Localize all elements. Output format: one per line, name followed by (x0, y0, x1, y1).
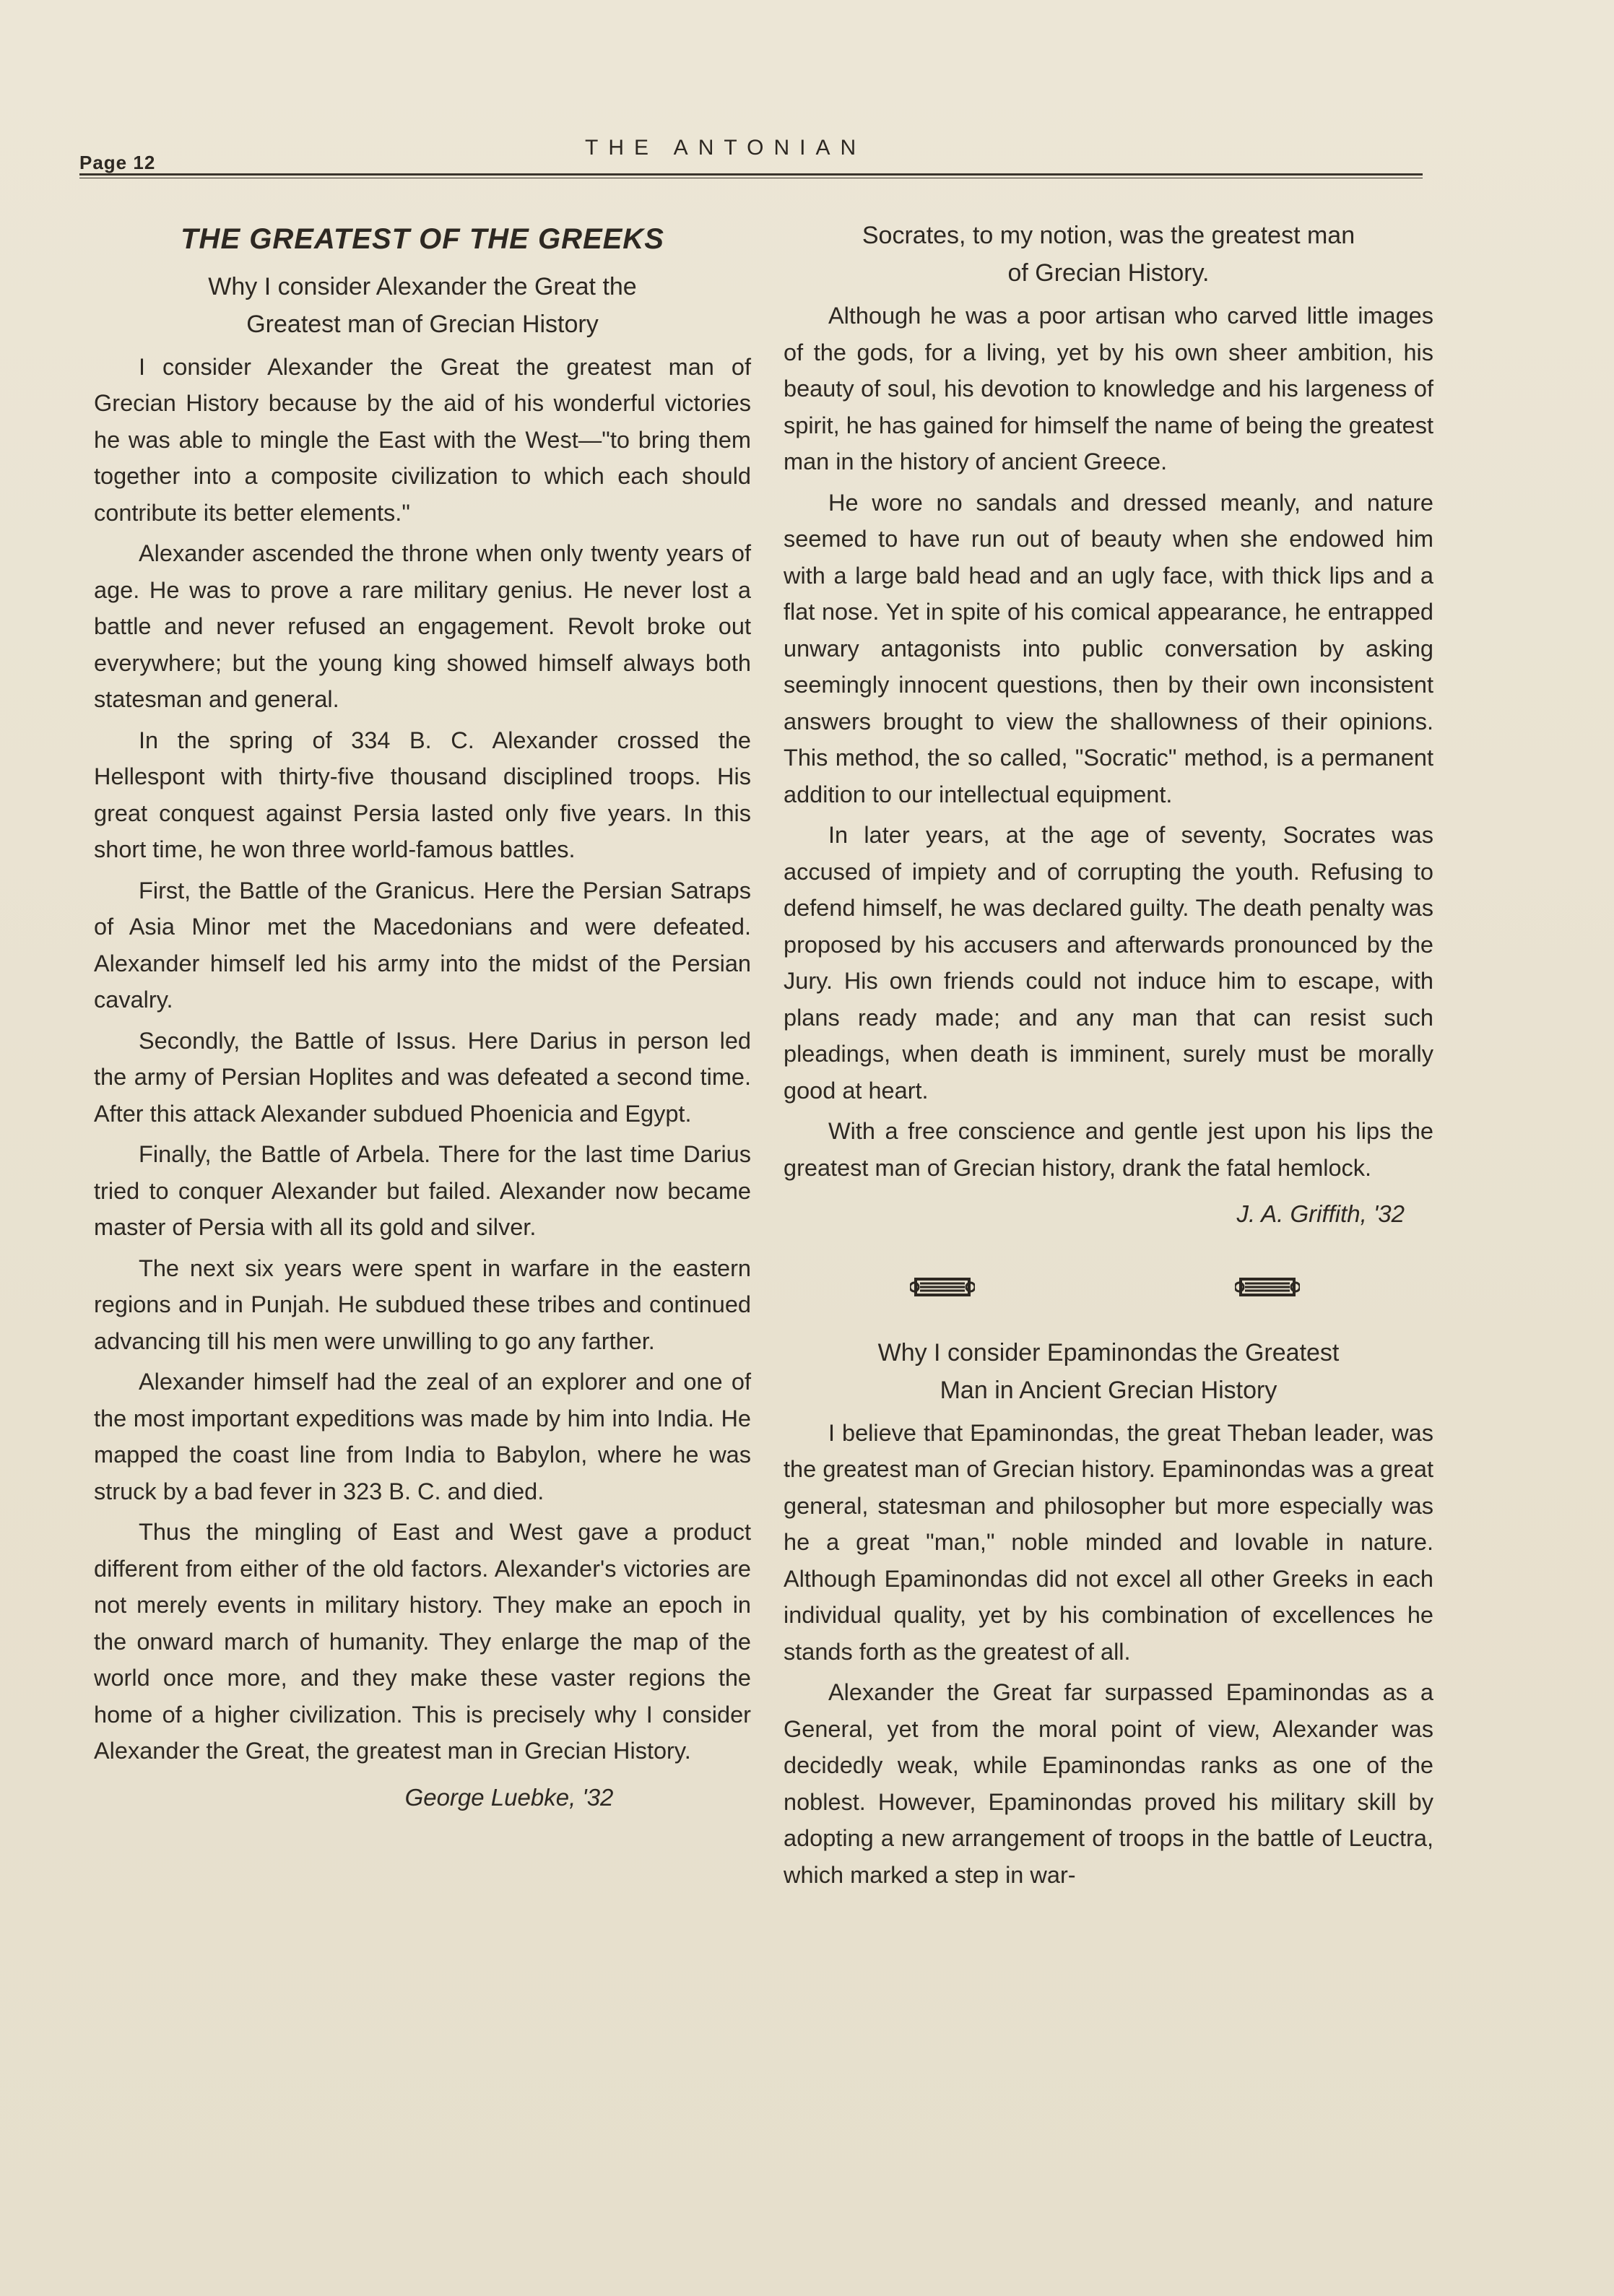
scroll-ornament-icon (1235, 1269, 1300, 1305)
essay-subhead (94, 268, 751, 343)
subhead-line: Greatest man of Grecian History (246, 310, 599, 338)
paragraph: First, the Battle of the Granicus. Here the Persian Satraps of Asia Minor met the Macedonians and were defeated. Alexander himself led his army into the midst of the Persian cavalry. (94, 877, 751, 1013)
paragraph: In later years, at the age of seventy, Socrates was accused of impiety and of corrupting the youth. Refusing to defend himself, he was declared guilty. The death penalty was proposed by his accusers and afterwards pronounced by the Jury. His own friends could not induce him to escape, with plans ready made; and any man that can resist such pleadings, when death is imminent, surely must be morally good at heart. (784, 822, 1433, 1104)
page-number: Page 12 (79, 152, 156, 173)
right-column (784, 217, 1433, 1897)
paragraph: Finally, the Battle of Arbela. There for the last time Darius tried to conquer Alexander but failed. Alexander now became master of Persia with all its gold and silver. (94, 1141, 751, 1240)
author-signature: George Luebke, '32 (404, 1783, 614, 1811)
masthead: THE ANTONIAN (585, 136, 867, 160)
paragraph: Secondly, the Battle of Issus. Here Darius in person led the army of Persian Hoplites and was defeated a second time. After this attack Alexander subdued Phoenicia and Egypt. (94, 1027, 751, 1127)
article-title: THE GREATEST OF THE GREEKS (181, 223, 664, 255)
page-header (79, 136, 1423, 179)
paragraph: The next six years were spent in warfare in the eastern regions and in Punjah. He subdued these tribes and continued advancing till his men were unwilling to go any farther. (94, 1255, 751, 1354)
subhead-line: Why I consider Epaminondas the Greatest (877, 1338, 1340, 1366)
paragraph: Although he was a poor artisan who carved little images of the gods, for a living, yet by his own sheer ambition, his beauty of soul, his devotion to knowledge and his largeness of spirit, he has gained for himself the name of being the greatest man in the history of ancient Greece. (784, 303, 1433, 475)
paragraph: He wore no sandals and dressed meanly, and nature seemed to have run out of beauty when she endowed him with a large bald head and an ugly face, with thick lips and a flat nose. Yet in spite of his comical appearance, he entrapped unwary antagonists into public conversation by asking seemingly innocent questions, then by their own inconsistent answers brought to view the shallowness of their opinions. This method, the so called, "Socratic" method, is a permanent addition to our intellectual equipment. (784, 489, 1433, 807)
paragraph: Alexander himself had the zeal of an explorer and one of the most important expeditions was made by him into India. He mapped the coast line from India to Babylon, where he was struck by a bad fever in 323 B. C. and died. (94, 1369, 751, 1504)
paragraph: Alexander ascended the throne when only twenty years of age. He was to prove a rare military genius. He never lost a battle and never refused an engagement. Revolt broke out everywhere; but the young king showed himself always both statesman and general. (94, 540, 751, 712)
paragraph: Thus the mingling of East and West gave a product different from either of the old factors. Alexander's victories are not merely events in military history. They make an epoch in the onward march of humanity. They enlarge the map of the world once more, and they make these vaster regions the home of a higher civilization. This is precisely why I consider Alexander the Great, the greatest man in Grecian History. (94, 1519, 751, 1764)
essay-subhead (784, 217, 1433, 292)
subhead-line: of Grecian History. (1007, 259, 1210, 287)
left-column (94, 217, 751, 1816)
paragraph: In the spring of 334 B. C. Alexander crossed the Hellespont with thirty-five thousand disciplined troops. His great conquest against Persia lasted only five years. In this short time, he won three world-famous battles. (94, 727, 751, 862)
paragraph: With a free conscience and gentle jest upon his lips the greatest man of Grecian history, drank the fatal hemlock. (784, 1118, 1433, 1181)
subhead-line: Socrates, to my notion, was the greatest man (862, 222, 1355, 249)
essay-subhead (784, 1334, 1433, 1409)
author-signature: J. A. Griffith, '32 (1236, 1200, 1405, 1227)
paragraph: I consider Alexander the Great the greatest man of Grecian History because by the aid of his wonderful victories he was able to mingle the East with the West—"to bring them together into a composite civilization to which each should contribute its better elements." (94, 353, 751, 526)
subhead-line: Why I consider Alexander the Great the (208, 272, 637, 300)
subhead-line: Man in Ancient Grecian History (940, 1376, 1277, 1404)
scroll-ornament-icon (910, 1269, 975, 1305)
section-divider (784, 1247, 1433, 1327)
header-rule (79, 173, 1423, 176)
paragraph: I believe that Epaminondas, the great Theban leader, was the greatest man of Grecian history. Epaminondas was a great general, statesman and philosopher but more especially was he a great "man," noble minded and lovable in nature. Although Epaminondas did not excel all other Greeks in each individual quality, yet by his combination of excellences he stands forth as the greatest of all. (784, 1419, 1433, 1665)
paragraph: Alexander the Great far surpassed Epaminondas as a General, yet from the moral point of view, Alexander was decidedly weak, while Epaminondas ranks as one of the noblest. However, Epaminondas proved his military skill by adopting a new arrangement of troops in the battle of Leuctra, which marked a step in war- (784, 1679, 1433, 1888)
